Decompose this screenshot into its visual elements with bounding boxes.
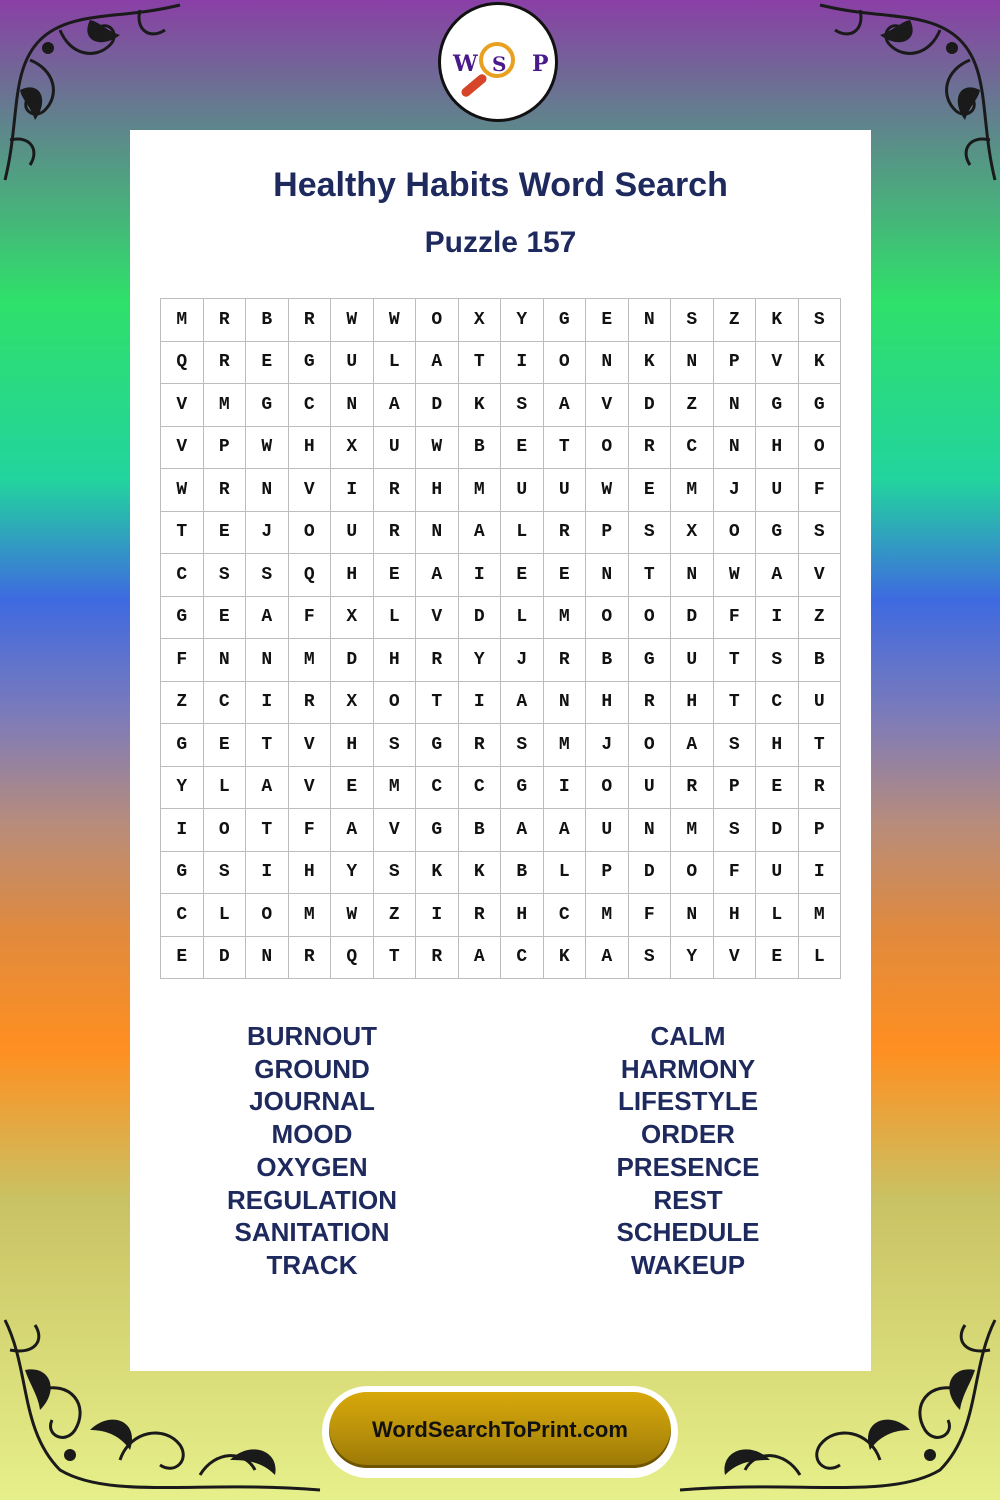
logo-letter-p: P [532, 51, 549, 77]
grid-cell[interactable]: D [756, 809, 799, 852]
grid-cell[interactable]: W [416, 427, 459, 470]
grid-cell[interactable]: G [289, 342, 332, 385]
grid-cell[interactable]: G [799, 384, 842, 427]
grid-cell[interactable]: J [501, 639, 544, 682]
grid-cell[interactable]: O [246, 894, 289, 937]
grid-cell[interactable]: E [501, 427, 544, 470]
grid-cell[interactable]: N [204, 639, 247, 682]
grid-cell[interactable]: S [714, 809, 757, 852]
grid-cell[interactable]: N [246, 469, 289, 512]
grid-cell[interactable]: W [246, 427, 289, 470]
grid-cell[interactable]: C [161, 894, 204, 937]
grid-cell[interactable]: R [671, 767, 714, 810]
grid-cell[interactable]: R [204, 469, 247, 512]
word-item: PRESENCE [616, 1151, 760, 1182]
grid-cell[interactable]: S [374, 724, 417, 767]
grid-cell[interactable]: R [416, 639, 459, 682]
grid-cell[interactable]: S [671, 299, 714, 342]
grid-cell[interactable]: M [586, 894, 629, 937]
word-item: ORDER [641, 1119, 735, 1150]
grid-cell[interactable]: L [756, 894, 799, 937]
grid-cell[interactable]: N [629, 809, 672, 852]
grid-cell[interactable]: V [416, 597, 459, 640]
grid-cell[interactable]: V [289, 724, 332, 767]
grid-cell[interactable]: F [289, 597, 332, 640]
grid-cell[interactable]: M [289, 639, 332, 682]
grid-cell[interactable]: J [586, 724, 629, 767]
grid-cell[interactable]: X [331, 597, 374, 640]
grid-cell[interactable]: H [331, 554, 374, 597]
grid-cell[interactable]: K [799, 342, 842, 385]
grid-cell[interactable]: E [331, 767, 374, 810]
grid-cell[interactable]: A [416, 554, 459, 597]
word-item: GROUND [254, 1053, 370, 1084]
grid-cell[interactable]: T [459, 342, 502, 385]
grid-cell[interactable]: K [629, 342, 672, 385]
grid-cell[interactable]: T [374, 937, 417, 980]
grid-cell[interactable]: S [629, 512, 672, 555]
grid-cell[interactable]: P [204, 427, 247, 470]
grid-cell[interactable]: E [586, 299, 629, 342]
grid-cell[interactable]: N [671, 342, 714, 385]
grid-cell[interactable]: L [501, 512, 544, 555]
grid-cell[interactable]: I [799, 852, 842, 895]
grid-cell[interactable]: B [246, 299, 289, 342]
grid-cell[interactable]: H [289, 852, 332, 895]
grid-cell[interactable]: U [799, 682, 842, 725]
grid-cell[interactable]: S [246, 554, 289, 597]
grid-cell[interactable]: E [544, 554, 587, 597]
grid-cell[interactable]: D [416, 384, 459, 427]
word-item: SCHEDULE [616, 1217, 760, 1248]
grid-cell[interactable]: W [331, 894, 374, 937]
grid-cell[interactable]: I [544, 767, 587, 810]
grid-cell[interactable]: O [799, 427, 842, 470]
grid-cell[interactable]: I [246, 852, 289, 895]
grid-cell[interactable]: G [161, 597, 204, 640]
grid-cell[interactable]: W [714, 554, 757, 597]
grid-cell[interactable]: M [161, 299, 204, 342]
grid-cell[interactable]: M [544, 724, 587, 767]
grid-cell[interactable]: A [459, 512, 502, 555]
grid-cell[interactable]: O [586, 767, 629, 810]
grid-cell[interactable]: R [459, 894, 502, 937]
grid-cell[interactable]: Z [161, 682, 204, 725]
grid-cell[interactable]: U [756, 469, 799, 512]
grid-cell[interactable]: G [416, 809, 459, 852]
grid-cell[interactable]: R [374, 512, 417, 555]
grid-cell[interactable]: H [374, 639, 417, 682]
grid-cell[interactable]: I [501, 342, 544, 385]
grid-cell[interactable]: O [586, 427, 629, 470]
grid-cell[interactable]: K [416, 852, 459, 895]
grid-cell[interactable]: Y [459, 639, 502, 682]
word-item: MOOD [271, 1119, 353, 1150]
logo-letter-s: S [492, 52, 507, 76]
grid-cell[interactable]: X [331, 682, 374, 725]
grid-cell[interactable]: O [289, 512, 332, 555]
grid-cell[interactable]: A [416, 342, 459, 385]
grid-cell[interactable]: K [459, 384, 502, 427]
grid-cell[interactable]: F [289, 809, 332, 852]
page-title: Healthy Habits Word Search [273, 166, 728, 204]
grid-cell[interactable]: S [799, 512, 842, 555]
grid-cell[interactable]: O [714, 512, 757, 555]
grid-cell[interactable]: H [756, 724, 799, 767]
grid-cell[interactable]: I [161, 809, 204, 852]
word-item: OXYGEN [256, 1151, 368, 1182]
grid-cell[interactable]: D [331, 639, 374, 682]
grid-cell[interactable]: B [459, 427, 502, 470]
grid-cell[interactable]: E [246, 342, 289, 385]
word-item: JOURNAL [249, 1086, 375, 1117]
grid-cell[interactable]: O [629, 597, 672, 640]
grid-cell[interactable]: V [161, 384, 204, 427]
grid-cell[interactable]: E [629, 469, 672, 512]
grid-cell[interactable]: G [161, 852, 204, 895]
site-link[interactable]: WordSearchToPrint.com [329, 1392, 671, 1468]
grid-cell[interactable]: D [459, 597, 502, 640]
grid-cell[interactable]: D [629, 852, 672, 895]
grid-cell[interactable]: Z [671, 384, 714, 427]
grid-cell[interactable]: G [544, 299, 587, 342]
grid-cell[interactable]: L [799, 937, 842, 980]
grid-cell[interactable]: N [416, 512, 459, 555]
grid-cell[interactable]: C [161, 554, 204, 597]
grid-cell[interactable]: T [246, 809, 289, 852]
puzzle-number: Puzzle 157 [424, 226, 577, 259]
word-item: WAKEUP [630, 1249, 746, 1280]
grid-cell[interactable]: E [204, 597, 247, 640]
grid-cell[interactable]: Y [501, 299, 544, 342]
grid-cell[interactable]: Z [714, 299, 757, 342]
grid-cell[interactable]: F [714, 852, 757, 895]
grid-cell[interactable]: H [331, 724, 374, 767]
grid-cell[interactable]: A [544, 809, 587, 852]
grid-cell[interactable]: A [501, 809, 544, 852]
grid-cell[interactable]: O [671, 852, 714, 895]
grid-cell[interactable]: P [714, 342, 757, 385]
grid-cell[interactable]: N [586, 554, 629, 597]
grid-cell[interactable]: A [501, 682, 544, 725]
word-item: BURNOUT [247, 1021, 377, 1051]
grid-cell[interactable]: O [204, 809, 247, 852]
grid-cell[interactable]: O [586, 597, 629, 640]
grid-cell[interactable]: E [161, 937, 204, 980]
grid-cell[interactable]: E [204, 724, 247, 767]
grid-cell[interactable]: R [289, 682, 332, 725]
grid-cell[interactable]: U [756, 852, 799, 895]
grid-cell[interactable]: M [459, 469, 502, 512]
grid-cell[interactable]: R [374, 469, 417, 512]
grid-cell[interactable]: Y [671, 937, 714, 980]
grid-cell[interactable]: V [161, 427, 204, 470]
grid-cell[interactable]: E [204, 512, 247, 555]
grid-cell[interactable]: T [246, 724, 289, 767]
grid-cell[interactable]: P [799, 809, 842, 852]
grid-cell[interactable]: C [501, 937, 544, 980]
grid-cell[interactable]: S [501, 724, 544, 767]
grid-cell[interactable]: H [416, 469, 459, 512]
grid-cell[interactable]: I [756, 597, 799, 640]
grid-cell[interactable]: S [374, 852, 417, 895]
grid-cell[interactable]: T [416, 682, 459, 725]
wsp-logo[interactable] [438, 2, 558, 122]
grid-cell[interactable]: J [246, 512, 289, 555]
grid-cell[interactable]: R [204, 342, 247, 385]
grid-cell[interactable]: U [544, 469, 587, 512]
grid-cell[interactable]: V [289, 469, 332, 512]
grid-cell[interactable]: X [671, 512, 714, 555]
grid-cell[interactable]: G [501, 767, 544, 810]
grid-cell[interactable]: G [756, 384, 799, 427]
word-list-left [162, 1020, 462, 1282]
grid-cell[interactable]: H [714, 894, 757, 937]
grid-cell[interactable]: D [671, 597, 714, 640]
grid-cell[interactable]: C [416, 767, 459, 810]
word-item: SANITATION [234, 1217, 390, 1248]
grid-cell[interactable]: N [714, 427, 757, 470]
grid-cell[interactable]: O [629, 724, 672, 767]
grid-cell[interactable]: M [799, 894, 842, 937]
grid-cell[interactable]: D [629, 384, 672, 427]
grid-cell[interactable]: C [459, 767, 502, 810]
grid-cell[interactable]: V [799, 554, 842, 597]
grid-cell[interactable]: F [161, 639, 204, 682]
word-item: LIFESTYLE [617, 1086, 759, 1117]
grid-cell[interactable]: M [671, 469, 714, 512]
grid-cell[interactable]: D [204, 937, 247, 980]
grid-cell[interactable]: O [416, 299, 459, 342]
grid-cell[interactable]: H [289, 427, 332, 470]
grid-cell[interactable]: B [799, 639, 842, 682]
word-list-right [538, 1020, 838, 1282]
grid-cell[interactable]: F [629, 894, 672, 937]
grid-cell[interactable]: P [714, 767, 757, 810]
grid-cell[interactable]: V [586, 384, 629, 427]
grid-cell[interactable]: A [246, 767, 289, 810]
grid-cell[interactable]: N [586, 342, 629, 385]
grid-cell[interactable]: A [756, 554, 799, 597]
grid-cell[interactable]: A [586, 937, 629, 980]
grid-cell[interactable]: K [544, 937, 587, 980]
grid-cell[interactable]: W [374, 299, 417, 342]
grid-cell[interactable]: Q [331, 937, 374, 980]
grid-cell[interactable]: N [246, 937, 289, 980]
grid-cell[interactable]: U [586, 809, 629, 852]
grid-cell[interactable]: S [714, 724, 757, 767]
grid-cell[interactable]: R [544, 639, 587, 682]
grid-cell[interactable]: L [501, 597, 544, 640]
grid-cell[interactable]: E [501, 554, 544, 597]
grid-cell[interactable]: R [289, 299, 332, 342]
grid-cell[interactable]: N [331, 384, 374, 427]
grid-cell[interactable]: U [331, 342, 374, 385]
grid-cell[interactable]: R [204, 299, 247, 342]
grid-cell[interactable]: V [374, 809, 417, 852]
grid-cell[interactable]: T [799, 724, 842, 767]
site-link-pill[interactable] [322, 1386, 678, 1478]
grid-cell[interactable]: I [459, 682, 502, 725]
grid-cell[interactable]: M [374, 767, 417, 810]
grid-cell[interactable]: C [204, 682, 247, 725]
grid-cell[interactable]: N [671, 554, 714, 597]
grid-cell[interactable]: E [374, 554, 417, 597]
grid-cell[interactable]: L [204, 894, 247, 937]
grid-cell[interactable]: M [544, 597, 587, 640]
grid-cell[interactable]: R [459, 724, 502, 767]
grid-cell[interactable]: S [756, 639, 799, 682]
grid-cell[interactable]: X [331, 427, 374, 470]
grid-cell[interactable]: A [671, 724, 714, 767]
grid-cell[interactable]: M [289, 894, 332, 937]
grid-cell[interactable]: U [374, 427, 417, 470]
grid-cell[interactable]: N [544, 682, 587, 725]
grid-cell[interactable]: C [289, 384, 332, 427]
grid-cell[interactable]: J [714, 469, 757, 512]
grid-cell[interactable]: A [331, 809, 374, 852]
grid-cell[interactable]: A [544, 384, 587, 427]
grid-cell[interactable]: N [246, 639, 289, 682]
word-item: HARMONY [620, 1053, 756, 1084]
grid-cell[interactable]: S [501, 384, 544, 427]
grid-cell[interactable]: G [629, 639, 672, 682]
grid-cell[interactable]: C [544, 894, 587, 937]
grid-cell[interactable]: W [331, 299, 374, 342]
grid-cell[interactable]: V [289, 767, 332, 810]
grid-cell[interactable]: U [671, 639, 714, 682]
grid-cell[interactable]: L [544, 852, 587, 895]
grid-cell[interactable]: Z [374, 894, 417, 937]
grid-cell[interactable]: M [204, 384, 247, 427]
grid-cell[interactable]: A [246, 597, 289, 640]
grid-cell[interactable]: Q [161, 342, 204, 385]
letter-grid [160, 298, 841, 979]
grid-cell[interactable]: E [756, 767, 799, 810]
grid-cell[interactable]: Z [799, 597, 842, 640]
grid-cell[interactable]: V [756, 342, 799, 385]
grid-cell[interactable]: B [586, 639, 629, 682]
grid-cell[interactable]: B [459, 809, 502, 852]
grid-cell[interactable]: C [756, 682, 799, 725]
grid-cell[interactable]: W [586, 469, 629, 512]
grid-cell[interactable]: K [756, 299, 799, 342]
grid-cell[interactable]: T [161, 512, 204, 555]
grid-cell[interactable]: N [629, 299, 672, 342]
grid-cell[interactable]: I [246, 682, 289, 725]
grid-cell[interactable]: I [459, 554, 502, 597]
grid-cell[interactable]: R [544, 512, 587, 555]
grid-cell[interactable]: F [799, 469, 842, 512]
grid-cell[interactable]: H [756, 427, 799, 470]
grid-cell[interactable]: E [756, 937, 799, 980]
word-item: REST [653, 1184, 723, 1215]
grid-cell[interactable]: P [586, 852, 629, 895]
word-item: TRACK [266, 1249, 358, 1280]
grid-cell[interactable]: R [629, 682, 672, 725]
grid-cell[interactable]: B [501, 852, 544, 895]
grid-cell[interactable]: Y [161, 767, 204, 810]
grid-cell[interactable]: H [671, 682, 714, 725]
grid-cell[interactable]: A [374, 384, 417, 427]
grid-cell[interactable]: H [586, 682, 629, 725]
grid-cell[interactable]: F [714, 597, 757, 640]
grid-cell[interactable]: X [459, 299, 502, 342]
grid-cell[interactable]: S [799, 299, 842, 342]
grid-cell[interactable]: S [629, 937, 672, 980]
grid-cell[interactable]: S [204, 852, 247, 895]
word-item: CALM [650, 1021, 726, 1051]
grid-cell[interactable]: G [756, 512, 799, 555]
grid-cell[interactable]: G [246, 384, 289, 427]
grid-cell[interactable]: I [416, 894, 459, 937]
grid-cell[interactable]: T [544, 427, 587, 470]
grid-cell[interactable]: L [374, 342, 417, 385]
grid-cell[interactable]: W [161, 469, 204, 512]
grid-cell[interactable]: Y [331, 852, 374, 895]
grid-cell[interactable]: U [331, 512, 374, 555]
grid-cell[interactable]: L [204, 767, 247, 810]
grid-cell[interactable]: M [671, 809, 714, 852]
grid-cell[interactable]: C [671, 427, 714, 470]
grid-cell[interactable]: G [416, 724, 459, 767]
grid-cell[interactable]: A [459, 937, 502, 980]
grid-cell[interactable]: U [629, 767, 672, 810]
word-item: REGULATION [227, 1184, 397, 1215]
grid-cell[interactable]: L [374, 597, 417, 640]
puzzle-card [130, 130, 871, 1371]
grid-cell[interactable]: P [586, 512, 629, 555]
logo-letter-w: W [453, 51, 478, 77]
grid-cell[interactable]: U [501, 469, 544, 512]
grid-cell[interactable]: G [161, 724, 204, 767]
grid-cell[interactable]: K [459, 852, 502, 895]
grid-cell[interactable]: R [629, 427, 672, 470]
grid-cell[interactable]: O [374, 682, 417, 725]
grid-cell[interactable]: R [416, 937, 459, 980]
grid-cell[interactable]: T [714, 682, 757, 725]
grid-cell[interactable]: N [714, 384, 757, 427]
grid-cell[interactable]: T [714, 639, 757, 682]
grid-cell[interactable]: S [204, 554, 247, 597]
grid-cell[interactable]: H [501, 894, 544, 937]
grid-cell[interactable]: R [289, 937, 332, 980]
grid-cell[interactable]: N [671, 894, 714, 937]
grid-cell[interactable]: I [331, 469, 374, 512]
grid-cell[interactable]: V [714, 937, 757, 980]
grid-cell[interactable]: R [799, 767, 842, 810]
grid-cell[interactable]: Q [289, 554, 332, 597]
grid-cell[interactable]: O [544, 342, 587, 385]
grid-cell[interactable]: T [629, 554, 672, 597]
